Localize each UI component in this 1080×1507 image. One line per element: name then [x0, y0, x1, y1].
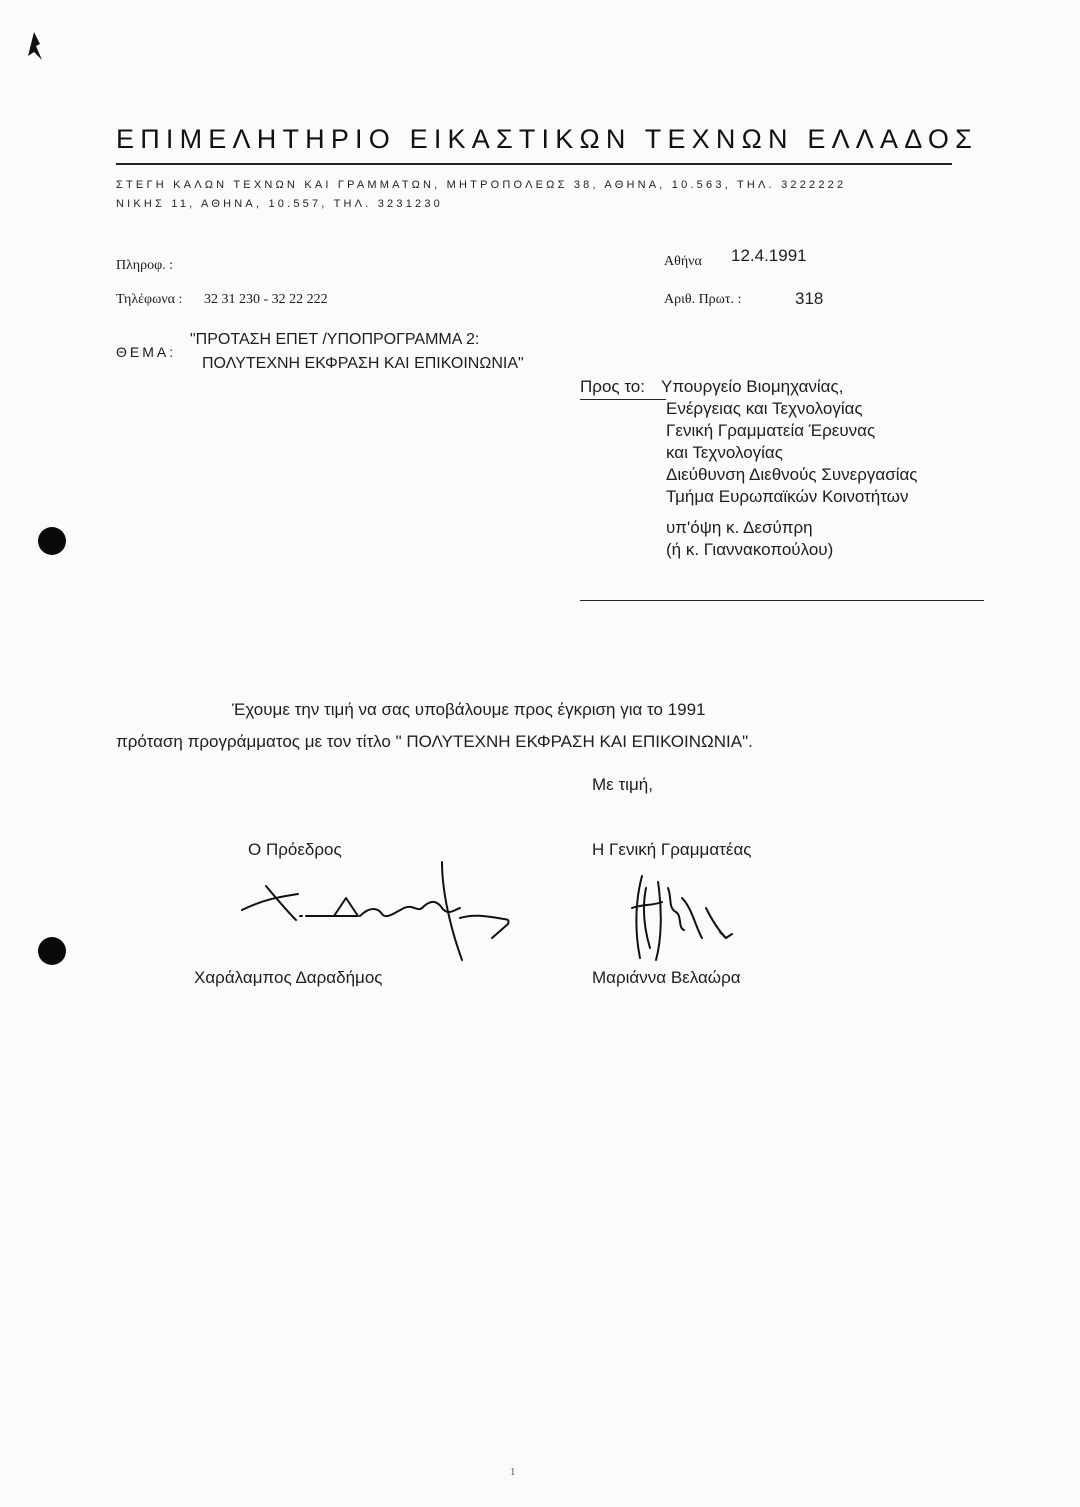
- closing: Με τιμή,: [592, 775, 653, 794]
- body-line-2: πρόταση προγράμματος με τον τίτλο " ΠΟΛΥΤΕΧΝΗ ΕΚΦΡΑΣΗ ΚΑΙ ΕΠΙΚΟΙΝΩΝΙΑ".: [116, 732, 753, 751]
- letterhead-rule: [116, 163, 952, 165]
- recipient-prefix: Προς το:: [580, 377, 645, 396]
- attention-line-1: υπ'όψη κ. Δεσύπρη: [666, 518, 813, 537]
- organization-title: ΕΠΙΜΕΛΗΤΗΡΙΟ ΕΙΚΑΣΤΙΚΩΝ ΤΕΧΝΩΝ ΕΛΛΑΔΟΣ: [116, 124, 979, 154]
- right-handwritten-signature: [622, 868, 742, 968]
- address-line-2: ΝΙΚΗΣ 11, ΑΘΗΝΑ, 10.557, ΤΗΛ. 3231230: [116, 198, 443, 210]
- city-label: Αθήνα: [664, 254, 702, 269]
- left-handwritten-signature: [236, 858, 526, 968]
- recipient-underline: [580, 399, 666, 400]
- left-signatory-role: Ο Πρόεδρος: [248, 840, 342, 859]
- page-mark: 1: [510, 1466, 516, 1478]
- phone-value: 32 31 230 - 32 22 222: [204, 292, 328, 307]
- corner-mark-icon: [22, 30, 52, 70]
- attention-line-2: (ή κ. Γιαννακοπούλου): [666, 540, 834, 559]
- info-label: Πληροφ. :: [116, 258, 174, 273]
- recipient-line: Τμήμα Ευρωπαϊκών Κοινοτήτων: [666, 487, 909, 506]
- recipient-line: Διεύθυνση Διεθνούς Συνεργασίας: [666, 465, 918, 484]
- body-line-1: Έχουμε την τιμή να σας υποβάλουμε προς έγκριση για το 1991: [232, 700, 706, 719]
- subject-line-1: "ΠΡΟΤΑΣΗ ΕΠΕΤ /ΥΠΟΠΡΟΓΡΑΜΜΑ 2:: [190, 331, 480, 348]
- punch-hole-top: [38, 527, 66, 555]
- left-signatory-name: Χαράλαμπος Δαραδήμος: [194, 968, 383, 987]
- letter-date: 12.4.1991: [731, 246, 807, 265]
- address-line-1: ΣΤΕΓΗ ΚΑΛΩΝ ΤΕΧΝΩΝ ΚΑΙ ΓΡΑΜΜΑΤΩΝ, ΜΗΤΡΟΠΟΛΕΩΣ 38, ΑΘΗΝΑ, 10.563, ΤΗΛ. 3222222: [116, 179, 847, 191]
- subject-line-2: ΠΟΛΥΤΕΧΝΗ ΕΚΦΡΑΣΗ ΚΑΙ ΕΠΙΚΟΙΝΩΝΙΑ": [202, 355, 524, 372]
- protocol-label: Αριθ. Πρωτ. :: [664, 292, 742, 307]
- recipient-line: και Τεχνολογίας: [666, 443, 783, 462]
- protocol-number: 318: [795, 289, 824, 308]
- recipient-divider: [580, 600, 984, 601]
- subject-label: ΘΕΜΑ:: [116, 344, 177, 360]
- recipient-line: Υπουργείο Βιομηχανίας,: [661, 377, 844, 396]
- recipient-line: Ενέργειας και Τεχνολογίας: [666, 399, 863, 418]
- phone-label: Τηλέφωνα :: [116, 292, 183, 307]
- punch-hole-bottom: [38, 937, 66, 965]
- right-signatory-name: Μαριάννα Βελαώρα: [592, 968, 741, 987]
- recipient-line: Γενική Γραμματεία Έρευνας: [666, 421, 876, 440]
- right-signatory-role: Η Γενική Γραμματέας: [592, 840, 752, 859]
